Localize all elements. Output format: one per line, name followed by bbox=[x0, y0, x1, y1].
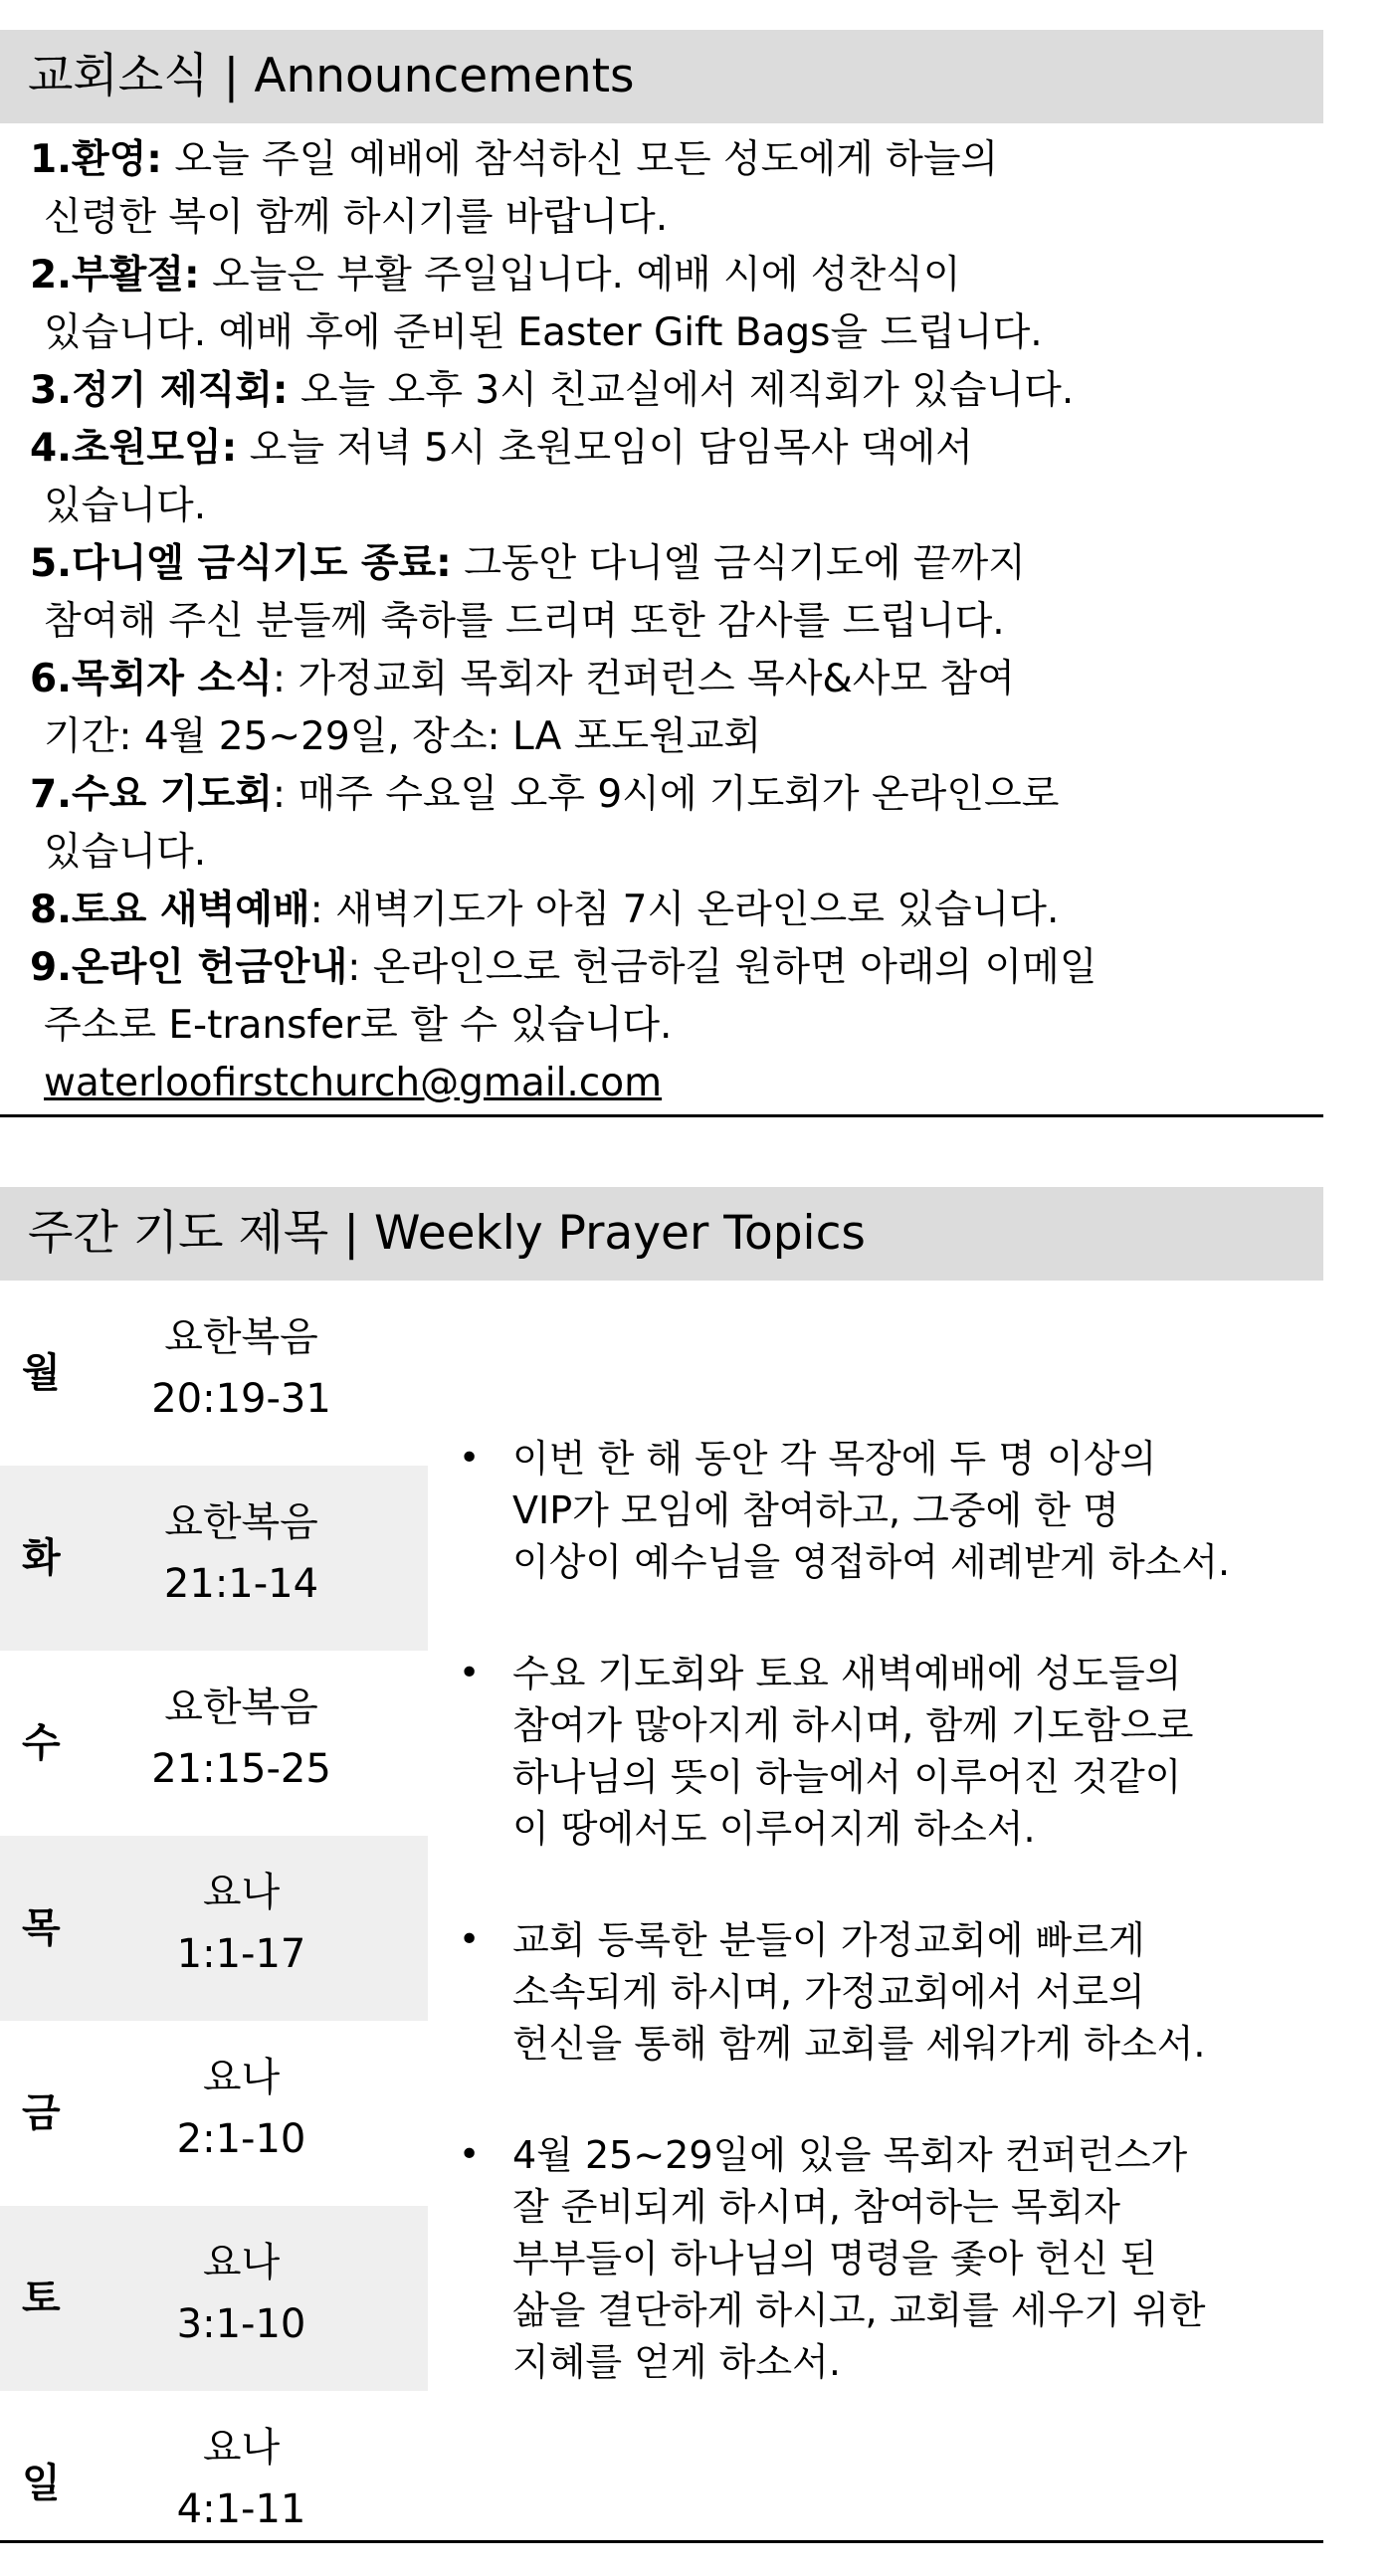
announcement-number: 1. bbox=[30, 137, 72, 182]
prayer-topic-line: 참여가 많아지게 하시며, 함께 기도함으로 bbox=[512, 1703, 1194, 1747]
announcement-text: 오늘 오후 3시 친교실에서 제직회가 있습니다. bbox=[299, 368, 1075, 413]
scripture-verse: 21:15-25 bbox=[151, 1746, 331, 1792]
announcement-item bbox=[30, 420, 1318, 478]
email-link[interactable] bbox=[30, 1055, 1318, 1112]
announcement-title: 초원모임: bbox=[71, 426, 238, 471]
day-label: 화 bbox=[22, 1535, 61, 1581]
announcement-number: 2. bbox=[30, 253, 72, 297]
prayer-topic-line: VIP가 모임에 참여하고, 그중에 한 명 bbox=[512, 1488, 1119, 1532]
day-label: 수 bbox=[22, 1720, 61, 1766]
prayer-topic-line: 4월 25~29일에 있을 목회자 컨퍼런스가 bbox=[512, 2133, 1188, 2177]
prayer-topic bbox=[453, 2129, 1318, 2388]
bullet-icon: • bbox=[459, 1438, 481, 1479]
announcement-number: 3. bbox=[30, 368, 72, 413]
announcement-item bbox=[30, 131, 1318, 189]
prayer-topic bbox=[453, 1914, 1318, 2070]
scripture-reference bbox=[119, 1491, 363, 1615]
prayer-topic-line: 이번 한 해 동안 각 목장에 두 명 이상의 bbox=[512, 1437, 1157, 1481]
announcement-number: 4. bbox=[30, 426, 72, 471]
prayer-topic-line: 소속되게 하시며, 가정교회에서 서로의 bbox=[512, 1970, 1145, 2014]
announcement-title: 목회자 소식 bbox=[71, 657, 273, 701]
scripture-book: 요한복음 bbox=[164, 1314, 318, 1360]
announcement-text: : 가정교회 목회자 컨퍼런스 목사&사모 참여 bbox=[272, 657, 1015, 701]
section-divider bbox=[0, 2540, 1323, 2543]
scripture-reference bbox=[119, 2047, 363, 2170]
announcement-text: 오늘 저녁 5시 초원모임이 담임목사 댁에서 bbox=[249, 426, 973, 471]
scripture-reference bbox=[119, 2417, 363, 2540]
prayer-topic-line: 이상이 예수님을 영접하여 세례받게 하소서. bbox=[512, 1540, 1231, 1584]
day-label: 토 bbox=[22, 2276, 61, 2321]
day-row-thu bbox=[0, 1836, 428, 2021]
bullet-icon: • bbox=[459, 1653, 481, 1693]
day-label: 월 bbox=[22, 1350, 61, 1396]
announcements-list bbox=[30, 131, 1318, 1112]
prayer-topic bbox=[453, 1648, 1318, 1855]
announcement-text: 있습니다. bbox=[44, 484, 207, 528]
day-row-wed bbox=[0, 1651, 428, 1836]
day-row-tue bbox=[0, 1466, 428, 1651]
announcement-text: 오늘은 부활 주일입니다. 예배 시에 성찬식이 bbox=[211, 253, 961, 297]
announcement-number: 7. bbox=[30, 772, 72, 817]
scripture-reference bbox=[119, 2232, 363, 2355]
prayer-topic-line: 잘 준비되게 하시며, 참여하는 목회자 bbox=[512, 2185, 1121, 2229]
scripture-reference bbox=[119, 1862, 363, 1985]
day-label: 목 bbox=[22, 1905, 61, 1951]
announcement-text: 참여해 주신 분들께 축하를 드리며 또한 감사를 드립니다. bbox=[44, 599, 1005, 644]
announcement-item bbox=[30, 882, 1318, 939]
announcement-title: 다니엘 금식기도 종료: bbox=[71, 541, 452, 586]
scripture-reference bbox=[119, 1677, 363, 1800]
announcement-text: 오늘 주일 예배에 참석하신 모든 성도에게 하늘의 bbox=[174, 137, 999, 182]
day-row-sat bbox=[0, 2206, 428, 2391]
announcement-title: 수요 기도회 bbox=[71, 772, 273, 817]
scripture-book: 요나 bbox=[202, 2425, 281, 2471]
prayer-topic-line: 헌신을 통해 함께 교회를 세워가게 하소서. bbox=[512, 2022, 1206, 2066]
announcement-text: 기간: 4월 25~29일, 장소: LA 포도원교회 bbox=[44, 714, 762, 759]
announcements-header: 교회소식 | Announcements bbox=[0, 30, 1323, 123]
prayer-topic-line: 지혜를 얻게 하소서. bbox=[512, 2340, 841, 2384]
announcement-number: 8. bbox=[30, 888, 72, 932]
scripture-verse: 1:1-17 bbox=[176, 1931, 306, 1977]
scripture-reference bbox=[119, 1306, 363, 1430]
day-label: 일 bbox=[22, 2461, 61, 2506]
prayer-topics-list bbox=[453, 1433, 1318, 2448]
announcement-item bbox=[30, 939, 1318, 997]
announcement-item bbox=[30, 651, 1318, 708]
announcement-title: 토요 새벽예배 bbox=[71, 888, 310, 932]
scripture-book: 요한복음 bbox=[164, 1499, 318, 1545]
announcement-item bbox=[30, 247, 1318, 304]
scripture-verse: 4:1-11 bbox=[176, 2486, 306, 2532]
section-divider bbox=[0, 1114, 1323, 1117]
scripture-book: 요나 bbox=[202, 2240, 281, 2285]
announcement-text: 주소로 E-transfer로 할 수 있습니다. bbox=[44, 1003, 673, 1048]
scripture-book: 요나 bbox=[202, 1870, 281, 1915]
day-row-sun bbox=[0, 2391, 428, 2540]
day-row-mon bbox=[0, 1281, 428, 1466]
bullet-icon: • bbox=[459, 1919, 481, 1960]
announcement-item bbox=[30, 535, 1318, 593]
prayer-topic bbox=[453, 1433, 1318, 1588]
prayer-topic-line: 이 땅에서도 이루어지게 하소서. bbox=[512, 1807, 1036, 1851]
announcement-text: : 새벽기도가 아침 7시 온라인으로 있습니다. bbox=[309, 888, 1060, 932]
announcement-text: 있습니다. bbox=[44, 830, 207, 875]
email-address[interactable]: waterloofirstchurch@gmail.com bbox=[44, 1061, 663, 1105]
prayer-topic-line: 부부들이 하나님의 명령을 좇아 헌신 된 bbox=[512, 2237, 1157, 2280]
announcement-title: 환영: bbox=[71, 137, 162, 182]
day-label: 금 bbox=[22, 2090, 61, 2136]
scripture-book: 요나 bbox=[202, 2055, 281, 2100]
announcement-item bbox=[30, 766, 1318, 824]
prayer-topic-line: 수요 기도회와 토요 새벽예배에 성도들의 bbox=[512, 1652, 1182, 1695]
announcement-text: : 온라인으로 헌금하길 원하면 아래의 이메일 bbox=[347, 945, 1097, 990]
announcement-item bbox=[30, 362, 1318, 420]
scripture-verse: 21:1-14 bbox=[163, 1561, 319, 1607]
announcement-title: 정기 제직회: bbox=[71, 368, 289, 413]
scripture-verse: 2:1-10 bbox=[176, 2116, 306, 2162]
announcement-text: : 매주 수요일 오후 9시에 기도회가 온라인으로 bbox=[272, 772, 1060, 817]
announcement-number: 6. bbox=[30, 657, 72, 701]
announcement-number: 5. bbox=[30, 541, 72, 586]
prayer-topic-line: 교회 등록한 분들이 가정교회에 빠르게 bbox=[512, 1918, 1145, 1962]
announcement-number: 9. bbox=[30, 945, 72, 990]
announcement-text: 있습니다. 예배 후에 준비된 Easter Gift Bags을 드립니다. bbox=[44, 310, 1043, 355]
announcement-title: 온라인 헌금안내 bbox=[71, 945, 348, 990]
scripture-verse: 20:19-31 bbox=[151, 1376, 331, 1422]
day-row-fri bbox=[0, 2021, 428, 2206]
announcement-title: 부활절: bbox=[71, 253, 200, 297]
announcement-text: 그동안 다니엘 금식기도에 끝까지 bbox=[464, 541, 1026, 586]
prayer-topics-header: 주간 기도 제목 | Weekly Prayer Topics bbox=[0, 1187, 1323, 1281]
bullet-icon: • bbox=[459, 2134, 481, 2175]
prayer-topic-line: 하나님의 뜻이 하늘에서 이루어진 것같이 bbox=[512, 1755, 1182, 1799]
announcement-text: 신령한 복이 함께 하시기를 바랍니다. bbox=[44, 195, 669, 240]
scripture-book: 요한복음 bbox=[164, 1684, 318, 1730]
prayer-topic-line: 삶을 결단하게 하시고, 교회를 세우기 위한 bbox=[512, 2288, 1206, 2332]
scripture-verse: 3:1-10 bbox=[176, 2301, 306, 2347]
